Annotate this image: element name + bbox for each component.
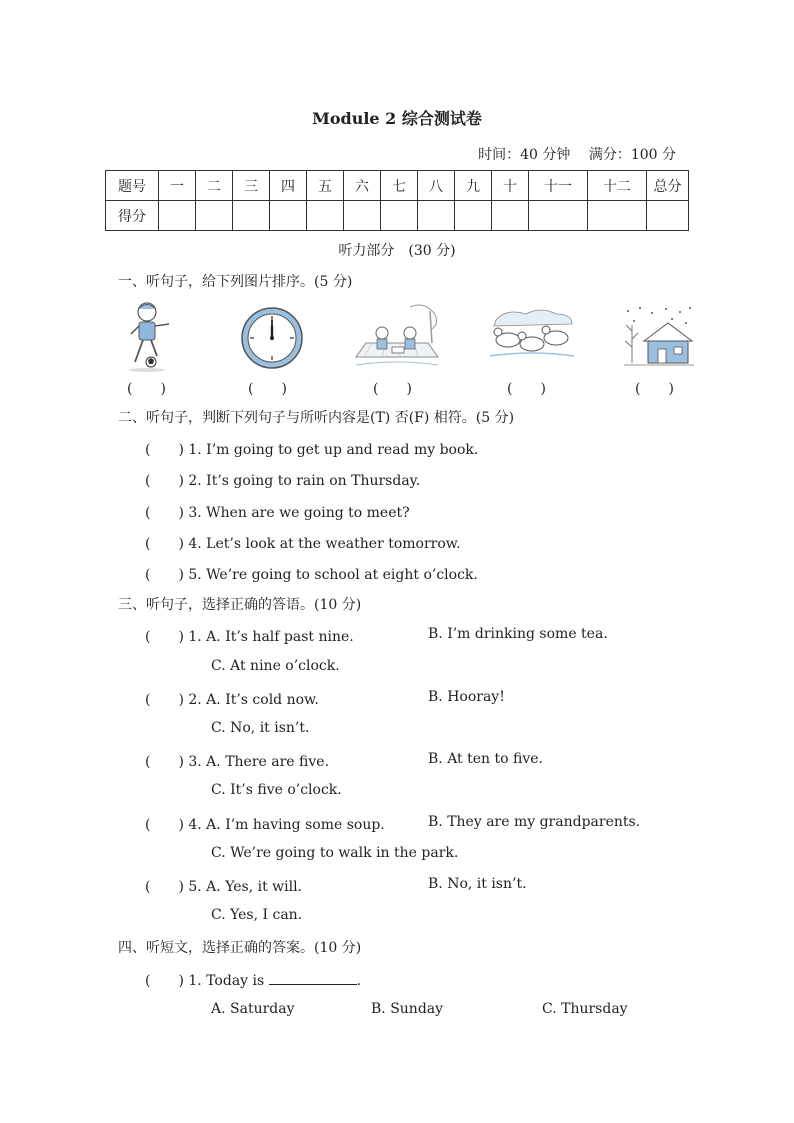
table-cell: 九 xyxy=(455,171,492,201)
table-cell: 十 xyxy=(492,171,529,201)
table-cell: 得分 xyxy=(106,201,159,231)
question-1 xyxy=(145,970,361,990)
question-option-b: B. I’m drinking some tea. xyxy=(428,626,608,642)
answer-blank-3[interactable]: ( ) xyxy=(373,381,412,397)
question-option-c: C. At nine o’clock. xyxy=(211,658,340,674)
table-cell: 三 xyxy=(233,171,270,201)
score-table-header-row xyxy=(106,171,689,201)
ducks-icon xyxy=(486,306,576,368)
question-option-c: C. It’s five o’clock. xyxy=(211,782,342,798)
list-item: ( ) 2. It’s going to rain on Thursday. xyxy=(145,473,421,489)
question-option-a: ( ) 5. A. Yes, it will. xyxy=(145,879,303,895)
fill-in-blank[interactable] xyxy=(269,972,357,985)
question-option-c: C. No, it isn’t. xyxy=(211,720,310,736)
score-cell[interactable] xyxy=(647,201,689,231)
answer-blank-1[interactable]: ( ) xyxy=(127,381,166,397)
score-cell[interactable] xyxy=(529,201,588,231)
list-item: ( ) 3. When are we going to meet? xyxy=(145,505,410,521)
section1-heading: 一、听句子，给下列图片排序。(5 分) xyxy=(118,274,353,290)
question-1-text: ( ) 1. Today is xyxy=(145,973,269,989)
option-b: B. Sunday xyxy=(371,1001,444,1017)
list-item: ( ) 5. We’re going to school at eight o’clock. xyxy=(145,567,478,583)
list-item: ( ) 4. Let’s look at the weather tomorrow. xyxy=(145,536,461,552)
score-cell[interactable] xyxy=(418,201,455,231)
table-cell: 十二 xyxy=(588,171,647,201)
section4-heading: 四、听短文，选择正确的答案。(10 分) xyxy=(118,940,362,956)
full-score: 满分：100 分 xyxy=(588,147,676,163)
question-option-a: ( ) 2. A. It’s cold now. xyxy=(145,692,319,708)
question-1-period: . xyxy=(356,973,362,989)
picnic-icon xyxy=(352,303,442,373)
score-cell[interactable] xyxy=(196,201,233,231)
listening-heading: 听力部分 (30 分) xyxy=(338,243,456,259)
score-cell[interactable] xyxy=(381,201,418,231)
table-cell: 七 xyxy=(381,171,418,201)
table-cell: 六 xyxy=(344,171,381,201)
question-option-b: B. Hooray! xyxy=(428,689,505,705)
answer-blank-4[interactable]: ( ) xyxy=(507,381,546,397)
list-item: ( ) 1. I’m going to get up and read my book. xyxy=(145,442,479,458)
page-title: Module 2 综合测试卷 xyxy=(312,109,482,128)
score-cell[interactable] xyxy=(344,201,381,231)
question-option-b: B. No, it isn’t. xyxy=(428,876,527,892)
table-cell: 四 xyxy=(270,171,307,201)
clock-icon xyxy=(240,306,304,374)
answer-blank-5[interactable]: ( ) xyxy=(635,381,674,397)
question-option-a: ( ) 4. A. I’m having some soup. xyxy=(145,817,385,833)
boy-kicking-ball-icon xyxy=(125,300,175,376)
score-cell[interactable] xyxy=(159,201,196,231)
score-cell[interactable] xyxy=(455,201,492,231)
answer-blank-2[interactable]: ( ) xyxy=(248,381,287,397)
question-option-c: C. We’re going to walk in the park. xyxy=(211,845,459,861)
score-cell[interactable] xyxy=(492,201,529,231)
score-table xyxy=(105,170,689,231)
exam-meta xyxy=(464,144,676,164)
table-cell: 十一 xyxy=(529,171,588,201)
table-cell: 五 xyxy=(307,171,344,201)
table-cell: 一 xyxy=(159,171,196,201)
score-table-score-row xyxy=(106,201,689,231)
score-cell[interactable] xyxy=(233,201,270,231)
option-c: C. Thursday xyxy=(542,1001,628,1017)
question-option-b: B. At ten to five. xyxy=(428,751,543,767)
table-cell: 题号 xyxy=(106,171,159,201)
snowy-house-icon xyxy=(622,305,696,375)
table-cell: 八 xyxy=(418,171,455,201)
section2-heading: 二、听句子，判断下列句子与所听内容是(T) 否(F) 相符。(5 分) xyxy=(118,410,515,426)
score-cell[interactable] xyxy=(307,201,344,231)
table-cell: 二 xyxy=(196,171,233,201)
score-cell[interactable] xyxy=(588,201,647,231)
question-option-b: B. They are my grandparents. xyxy=(428,814,641,830)
question-option-c: C. Yes, I can. xyxy=(211,907,303,923)
question-option-a: ( ) 1. A. It’s half past nine. xyxy=(145,629,354,645)
score-cell[interactable] xyxy=(270,201,307,231)
table-cell: 总分 xyxy=(647,171,689,201)
question-option-a: ( ) 3. A. There are five. xyxy=(145,754,330,770)
time-limit: 时间：40 分钟 xyxy=(478,147,571,163)
option-a: A. Saturday xyxy=(211,1001,295,1017)
section3-heading: 三、听句子，选择正确的答语。(10 分) xyxy=(118,597,362,613)
